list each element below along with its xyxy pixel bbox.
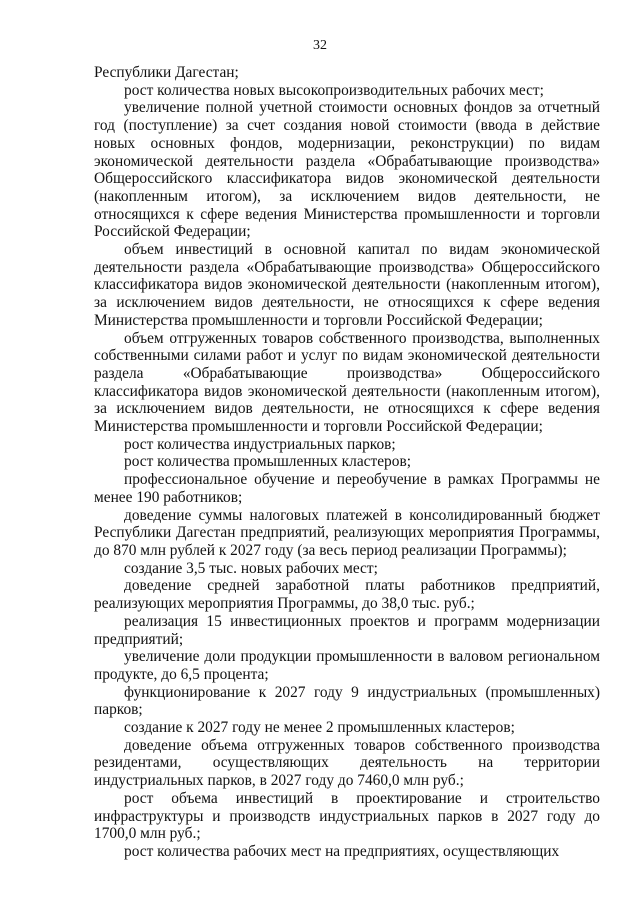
- page-number: 32: [313, 38, 327, 53]
- paragraph: создание 3,5 тыс. новых рабочих мест;: [124, 559, 378, 577]
- paragraph: объем отгруженных товаров собственного производства, выполненных собственными силами работ и услуг по видам экономической деятельности раздела «Обрабатывающие производства» Общероссийского классификатора видов экономической деятельности (накопленным итогом), за исключением видов деятельности, не относящихся к сфере ведения Министерства промышленности и торговли Российской Федерации;: [94, 329, 600, 436]
- paragraph: увеличение доли продукции промышленности в валовом региональном продукте, до 6,5 процента;: [94, 648, 600, 683]
- paragraph: реализация 15 инвестиционных проектов и программ модернизации предприятий;: [94, 612, 600, 648]
- paragraph: объем инвестиций в основной капитал по видам экономической деятельности раздела «Обрабатывающие производства» Общероссийского классификатора видов экономической деятельности (накопленным итогом), за исключением видов деятельности, не относящихся к сфере ведения Министерства промышленности и торговли Российской Федерации;: [94, 241, 600, 329]
- document-body: [94, 64, 600, 861]
- paragraph: рост количества рабочих мест на предприятиях, осуществляющих: [124, 842, 560, 860]
- paragraph: рост объема инвестиций в проектирование и строительство инфраструктуры и производств индустриальных парков в 2027 году до 1700,0 млн руб.;: [94, 789, 600, 843]
- paragraph: функционирование к 2027 году 9 индустриальных (промышленных) парков;: [94, 683, 600, 719]
- paragraph: профессиональное обучение и переобучение в рамках Программы не менее 190 работников;: [94, 471, 600, 506]
- paragraph: Республики Дагестан;: [94, 64, 239, 81]
- paragraph: рост количества индустриальных парков;: [124, 435, 396, 453]
- paragraph: рост количества промышленных кластеров;: [124, 453, 411, 471]
- paragraph: рост количества новых высокопроизводительных рабочих мест;: [124, 81, 544, 99]
- paragraph: доведение объема отгруженных товаров собственного производства резидентами, осуществляющих деятельность на территории индустриальных парков, в 2027 году до 7460,0 млн руб.;: [94, 736, 600, 790]
- paragraph: доведение суммы налоговых платежей в консолидированный бюджет Республики Дагестан предприятий, реализующих мероприятия Программы, до 870 млн рублей к 2027 году (за весь период реализации Программы);: [94, 506, 600, 559]
- paragraph: доведение средней заработной платы работников предприятий, реализующих мероприятия Программы, до 38,0 тыс. руб.;: [94, 577, 600, 613]
- paragraph: увеличение полной учетной стоимости основных фондов за отчетный год (поступление) за счет создания новой стоимости (ввода в действие новых основных фондов, модернизации, реконструкции) по видам экономической деятельности раздела «Обрабатывающие производства» Общероссийского классификатора видов экономической деятельности (накопленным итогом), за исключением видов деятельности, не относящихся к сфере ведения Министерства промышленности и торговли Российской Федерации;: [94, 99, 600, 241]
- paragraph: создание к 2027 году не менее 2 промышленных кластеров;: [124, 719, 515, 737]
